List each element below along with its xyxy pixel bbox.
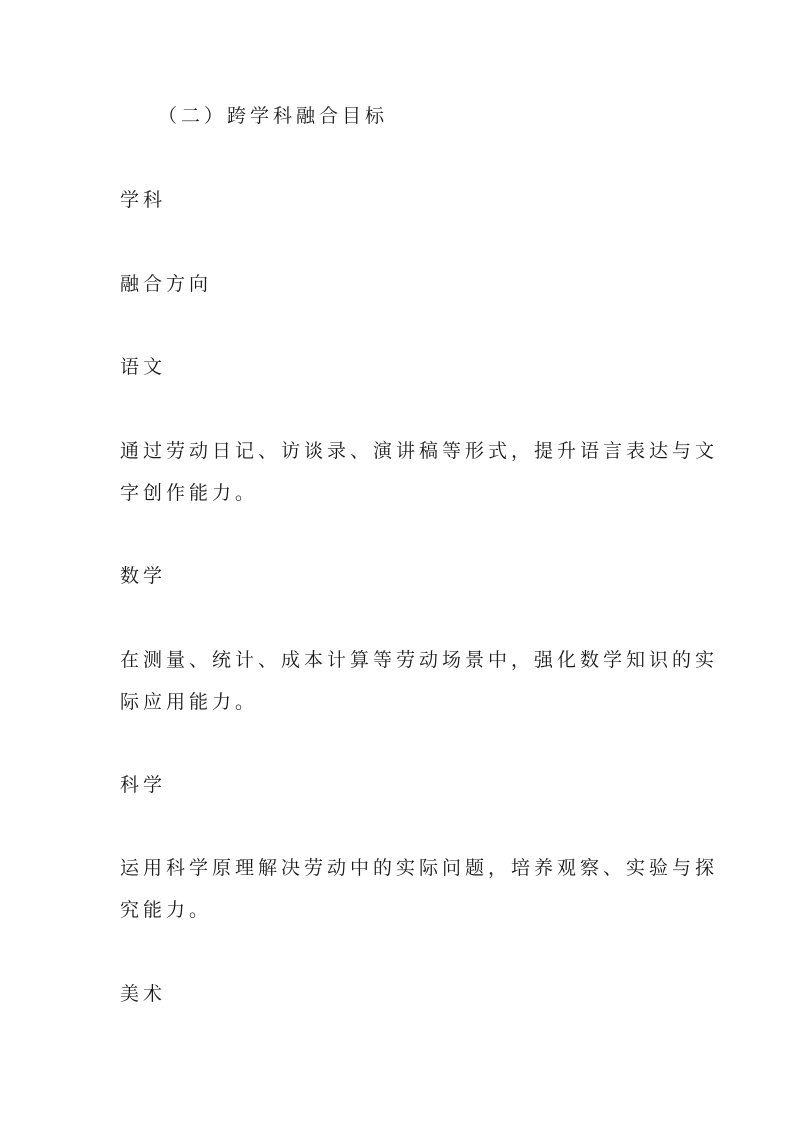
direction-math-line-2: 际应用能力。 <box>120 691 259 713</box>
subject-chinese: 语文 <box>120 356 167 378</box>
direction-science-line-2: 究能力。 <box>120 899 213 921</box>
subject-column-label: 学科 <box>120 189 167 211</box>
direction-column-label: 融合方向 <box>120 273 213 295</box>
subject-math: 数学 <box>120 565 167 587</box>
subject-art: 美术 <box>120 983 167 1005</box>
section-heading: （二）跨学科融合目标 <box>158 105 389 127</box>
direction-math-line-1: 在测量、统计、成本计算等劳动场景中，强化数学知识的实 <box>120 649 719 671</box>
direction-chinese-line-2: 字创作能力。 <box>120 482 259 504</box>
direction-chinese-line-1: 通过劳动日记、访谈录、演讲稿等形式，提升语言表达与文 <box>120 440 719 462</box>
direction-science-line-1: 运用科学原理解决劳动中的实际问题，培养观察、实验与探 <box>120 857 719 879</box>
subject-science: 科学 <box>120 774 167 796</box>
